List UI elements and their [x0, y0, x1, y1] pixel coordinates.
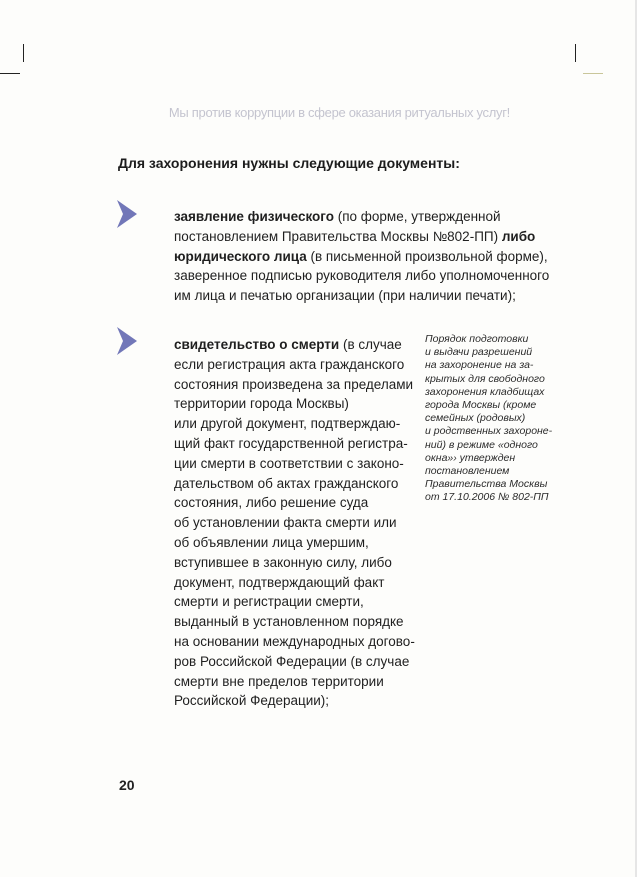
text-run: территории города Москвы)	[174, 396, 349, 412]
text-line	[174, 493, 410, 513]
sidenote-line: захоронения кладбищах	[425, 385, 545, 398]
bold-term: заявление физического	[174, 209, 334, 224]
text-run: на основании международных догово-	[174, 633, 415, 649]
sidenote-line: семейных (родовых)	[425, 412, 526, 425]
text-line	[174, 533, 410, 553]
sidenote-line: Правительства Москвы	[425, 478, 548, 491]
text-run: постановлением Правительства Москвы №802-ПП)	[174, 228, 502, 244]
text-line	[174, 207, 534, 227]
sidenote-line: и выдачи разрешений	[425, 346, 533, 359]
document-item-application	[174, 207, 550, 306]
text-run: заверенное подписью руководителя либо уполномоченного	[174, 268, 550, 284]
sidenote-line: постановлением	[425, 465, 510, 478]
text-line	[174, 672, 410, 692]
sidenote	[425, 333, 555, 505]
bold-term: свидетельство о смерти	[174, 337, 340, 352]
page-number: 20	[119, 777, 135, 793]
sidenote-line: Порядок подготовки	[425, 333, 529, 345]
text-run: об установлении факта смерти или	[174, 515, 397, 531]
bold-term: либо	[501, 228, 536, 244]
text-run: ров Российской Федерации (в случае	[174, 653, 410, 669]
text-line	[174, 286, 534, 306]
text-run: смерти и регистрации смерти,	[174, 594, 364, 610]
text-run: ции смерти в соответствии с законо-	[174, 455, 404, 471]
text-run: состояния, либо решение суда	[174, 495, 369, 511]
text-run: состояния произведена за пределами	[174, 376, 414, 392]
text-run: документ, подтверждающий факт	[174, 574, 385, 590]
crop-mark	[23, 44, 24, 62]
sidenote-line: на захоронение на за-	[425, 359, 534, 372]
text-run: выданный в установленном порядке	[174, 614, 404, 630]
text-line	[174, 632, 415, 652]
bold-term: юридического лица	[174, 248, 307, 264]
bullet-arrow-shape	[117, 200, 137, 228]
text-line	[174, 592, 410, 612]
text-line	[174, 612, 410, 632]
text-line	[174, 652, 410, 672]
sidenote-line: крытых для свободного	[425, 372, 545, 385]
text-run: им лица и печатью организации (при наличии печати);	[174, 288, 516, 304]
text-run: (в письменной произвольной форме),	[306, 248, 548, 264]
bullet-arrow-shape	[117, 327, 137, 355]
text-run: если регистрация акта гражданского	[174, 356, 405, 372]
text-line	[174, 454, 410, 474]
sidenote-line: ний) в режиме «одного	[425, 438, 538, 451]
text-run: или другой документ, подтверждаю-	[174, 416, 401, 432]
text-line	[174, 414, 410, 434]
crop-mark	[575, 44, 576, 62]
document-item-death-certificate	[174, 335, 415, 711]
text-line	[174, 375, 414, 395]
text-line	[174, 573, 410, 593]
crop-mark	[583, 73, 603, 74]
text-run: Российской Федерации);	[174, 693, 330, 709]
running-header: Мы против коррупции в сфере оказания ритуальных услуг!	[168, 105, 510, 120]
text-line	[174, 247, 548, 267]
sidenote-line: от 17.10.2006 № 802-ПП	[425, 491, 549, 504]
section-heading: Для захоронения нужны следующие документы:	[118, 155, 460, 171]
text-line	[174, 394, 410, 414]
sidenote-line: и родственных захороне-	[425, 425, 553, 438]
text-run: вступившее в законную силу, либо	[174, 554, 392, 570]
text-line	[174, 227, 534, 247]
text-run: об объявлении лица умершим,	[174, 534, 369, 550]
text-line	[174, 434, 410, 454]
text-run: дательством об актах гражданского	[174, 475, 399, 491]
sidenote-line: окна»› утвержден	[425, 451, 516, 464]
text-line	[174, 474, 410, 494]
text-line	[174, 355, 410, 375]
text-run: щий факт государственной регистра-	[174, 435, 408, 451]
text-line	[174, 335, 410, 355]
text-line	[174, 266, 550, 286]
text-line	[174, 691, 410, 711]
sidenote-line: города Москвы (кроме	[425, 399, 537, 412]
text-run: (в случае	[339, 337, 402, 352]
text-line	[174, 553, 410, 573]
chevron-right-icon	[117, 200, 137, 228]
text-run: смерти вне пределов территории	[174, 673, 384, 689]
text-line	[174, 513, 410, 533]
crop-mark	[0, 73, 20, 74]
text-run: (по форме, утвержденной	[333, 209, 501, 224]
chevron-right-icon	[117, 327, 137, 355]
